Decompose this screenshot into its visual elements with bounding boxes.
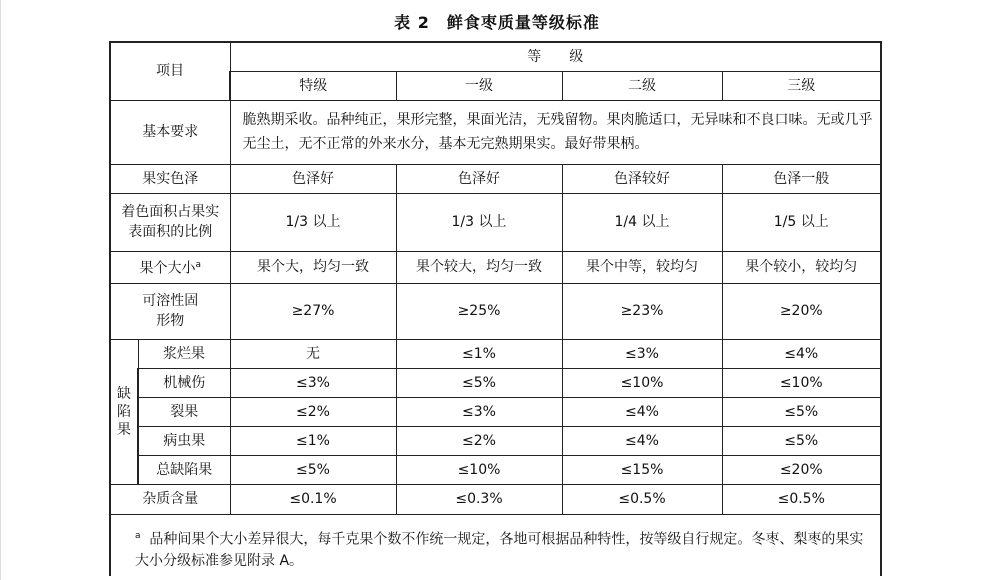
- item-header: 项目: [110, 42, 230, 100]
- footnote-row: [110, 514, 881, 576]
- colored-area-label: 着色面积占果实表面积的比例: [110, 193, 230, 251]
- table-cell: ≤15%: [562, 455, 722, 484]
- table-cell: 果个大，均匀一致: [230, 251, 396, 283]
- size-label: 果个大小: [139, 260, 196, 277]
- table-cell: ≤3%: [396, 397, 562, 426]
- table-cell: ≤4%: [562, 397, 722, 426]
- table-cell: ≤3%: [230, 368, 396, 397]
- soluble-solids-row: [110, 283, 881, 339]
- table-cell: 1/3 以上: [230, 193, 396, 251]
- grade-special: 特级: [230, 71, 396, 100]
- table-cell: ≥20%: [722, 283, 881, 339]
- table-cell: ≤4%: [722, 339, 881, 368]
- footnote-marker: a: [135, 530, 141, 541]
- defect-group-label: 缺陷果: [110, 339, 138, 484]
- table-cell: 1/4 以上: [562, 193, 722, 251]
- grade-third: 三级: [722, 71, 881, 100]
- defect-row: [110, 455, 881, 484]
- size-row: [110, 251, 881, 283]
- table-cell: 果个较小，较均匀: [722, 251, 881, 283]
- grade-first: 一级: [396, 71, 562, 100]
- table-cell: ≥23%: [562, 283, 722, 339]
- table-cell: ≤2%: [230, 397, 396, 426]
- table-cell: ≤10%: [562, 368, 722, 397]
- footnote-marker-ref: a: [195, 260, 201, 271]
- basic-text: 脆熟期采收。品种纯正，果形完整，果面光洁，无残留物。果肉脆适口，无异味和不良口味。无或几乎无尘土，无不正常的外来水分，基本无完熟期果实。最好带果柄。: [230, 100, 881, 164]
- table-cell: ≤5%: [396, 368, 562, 397]
- page-edge-line: [0, 0, 1, 580]
- table-cell: ≤5%: [230, 455, 396, 484]
- defect-row: [110, 426, 881, 455]
- table-cell: ≤10%: [396, 455, 562, 484]
- table-cell: ≤0.1%: [230, 484, 396, 514]
- table-cell: ≤0.5%: [562, 484, 722, 514]
- table-cell: ≥27%: [230, 283, 396, 339]
- table-cell: 无: [230, 339, 396, 368]
- table-cell: ≤1%: [396, 339, 562, 368]
- defect-label: 总缺陷果: [138, 455, 230, 484]
- color-label: 果实色泽: [110, 164, 230, 193]
- table-cell: ≤5%: [722, 397, 881, 426]
- defect-row: [110, 368, 881, 397]
- soluble-solids-label: 可溶性固形物: [110, 283, 230, 339]
- basic-label: 基本要求: [110, 100, 230, 164]
- defect-label: 裂果: [138, 397, 230, 426]
- header-row-1: [110, 42, 881, 71]
- defect-label: 机械伤: [138, 368, 230, 397]
- table-cell: ≤0.3%: [396, 484, 562, 514]
- table-cell: ≥25%: [396, 283, 562, 339]
- table-cell: ≤4%: [562, 426, 722, 455]
- table-title: 表 2 鲜食枣质量等级标准: [394, 13, 600, 32]
- table-cell: 色泽较好: [562, 164, 722, 193]
- table-cell: ≤20%: [722, 455, 881, 484]
- footnote-text: 品种间果个大小差异很大，每千克果个数不作统一规定，各地可根据品种特性，按等级自行规定。冬枣、梨枣的果实大小分级标准参见附录 A。: [135, 531, 864, 570]
- table-cell: ≤0.5%: [722, 484, 881, 514]
- defect-row: [110, 339, 881, 368]
- table-cell: 1/5 以上: [722, 193, 881, 251]
- defect-label: 浆烂果: [138, 339, 230, 368]
- table-cell: ≤1%: [230, 426, 396, 455]
- table-cell: 色泽一般: [722, 164, 881, 193]
- table-cell: 1/3 以上: [396, 193, 562, 251]
- grade-header: 等 级: [230, 42, 881, 71]
- table-cell: 果个较大，均匀一致: [396, 251, 562, 283]
- color-row: [110, 164, 881, 193]
- colored-area-row: [110, 193, 881, 251]
- table-cell: 色泽好: [230, 164, 396, 193]
- impurity-label: 杂质含量: [110, 484, 230, 514]
- table-cell: ≤2%: [396, 426, 562, 455]
- size-label-cell: [110, 251, 230, 283]
- table-cell: 色泽好: [396, 164, 562, 193]
- defect-label: 病虫果: [138, 426, 230, 455]
- defect-row: [110, 397, 881, 426]
- quality-grade-table: [109, 41, 882, 576]
- table-cell: ≤10%: [722, 368, 881, 397]
- impurity-row: [110, 484, 881, 514]
- table-cell: ≤3%: [562, 339, 722, 368]
- table-cell: ≤5%: [722, 426, 881, 455]
- grade-second: 二级: [562, 71, 722, 100]
- table-cell: 果个中等，较均匀: [562, 251, 722, 283]
- footnote: [110, 514, 881, 576]
- basic-requirement-row: [110, 100, 881, 164]
